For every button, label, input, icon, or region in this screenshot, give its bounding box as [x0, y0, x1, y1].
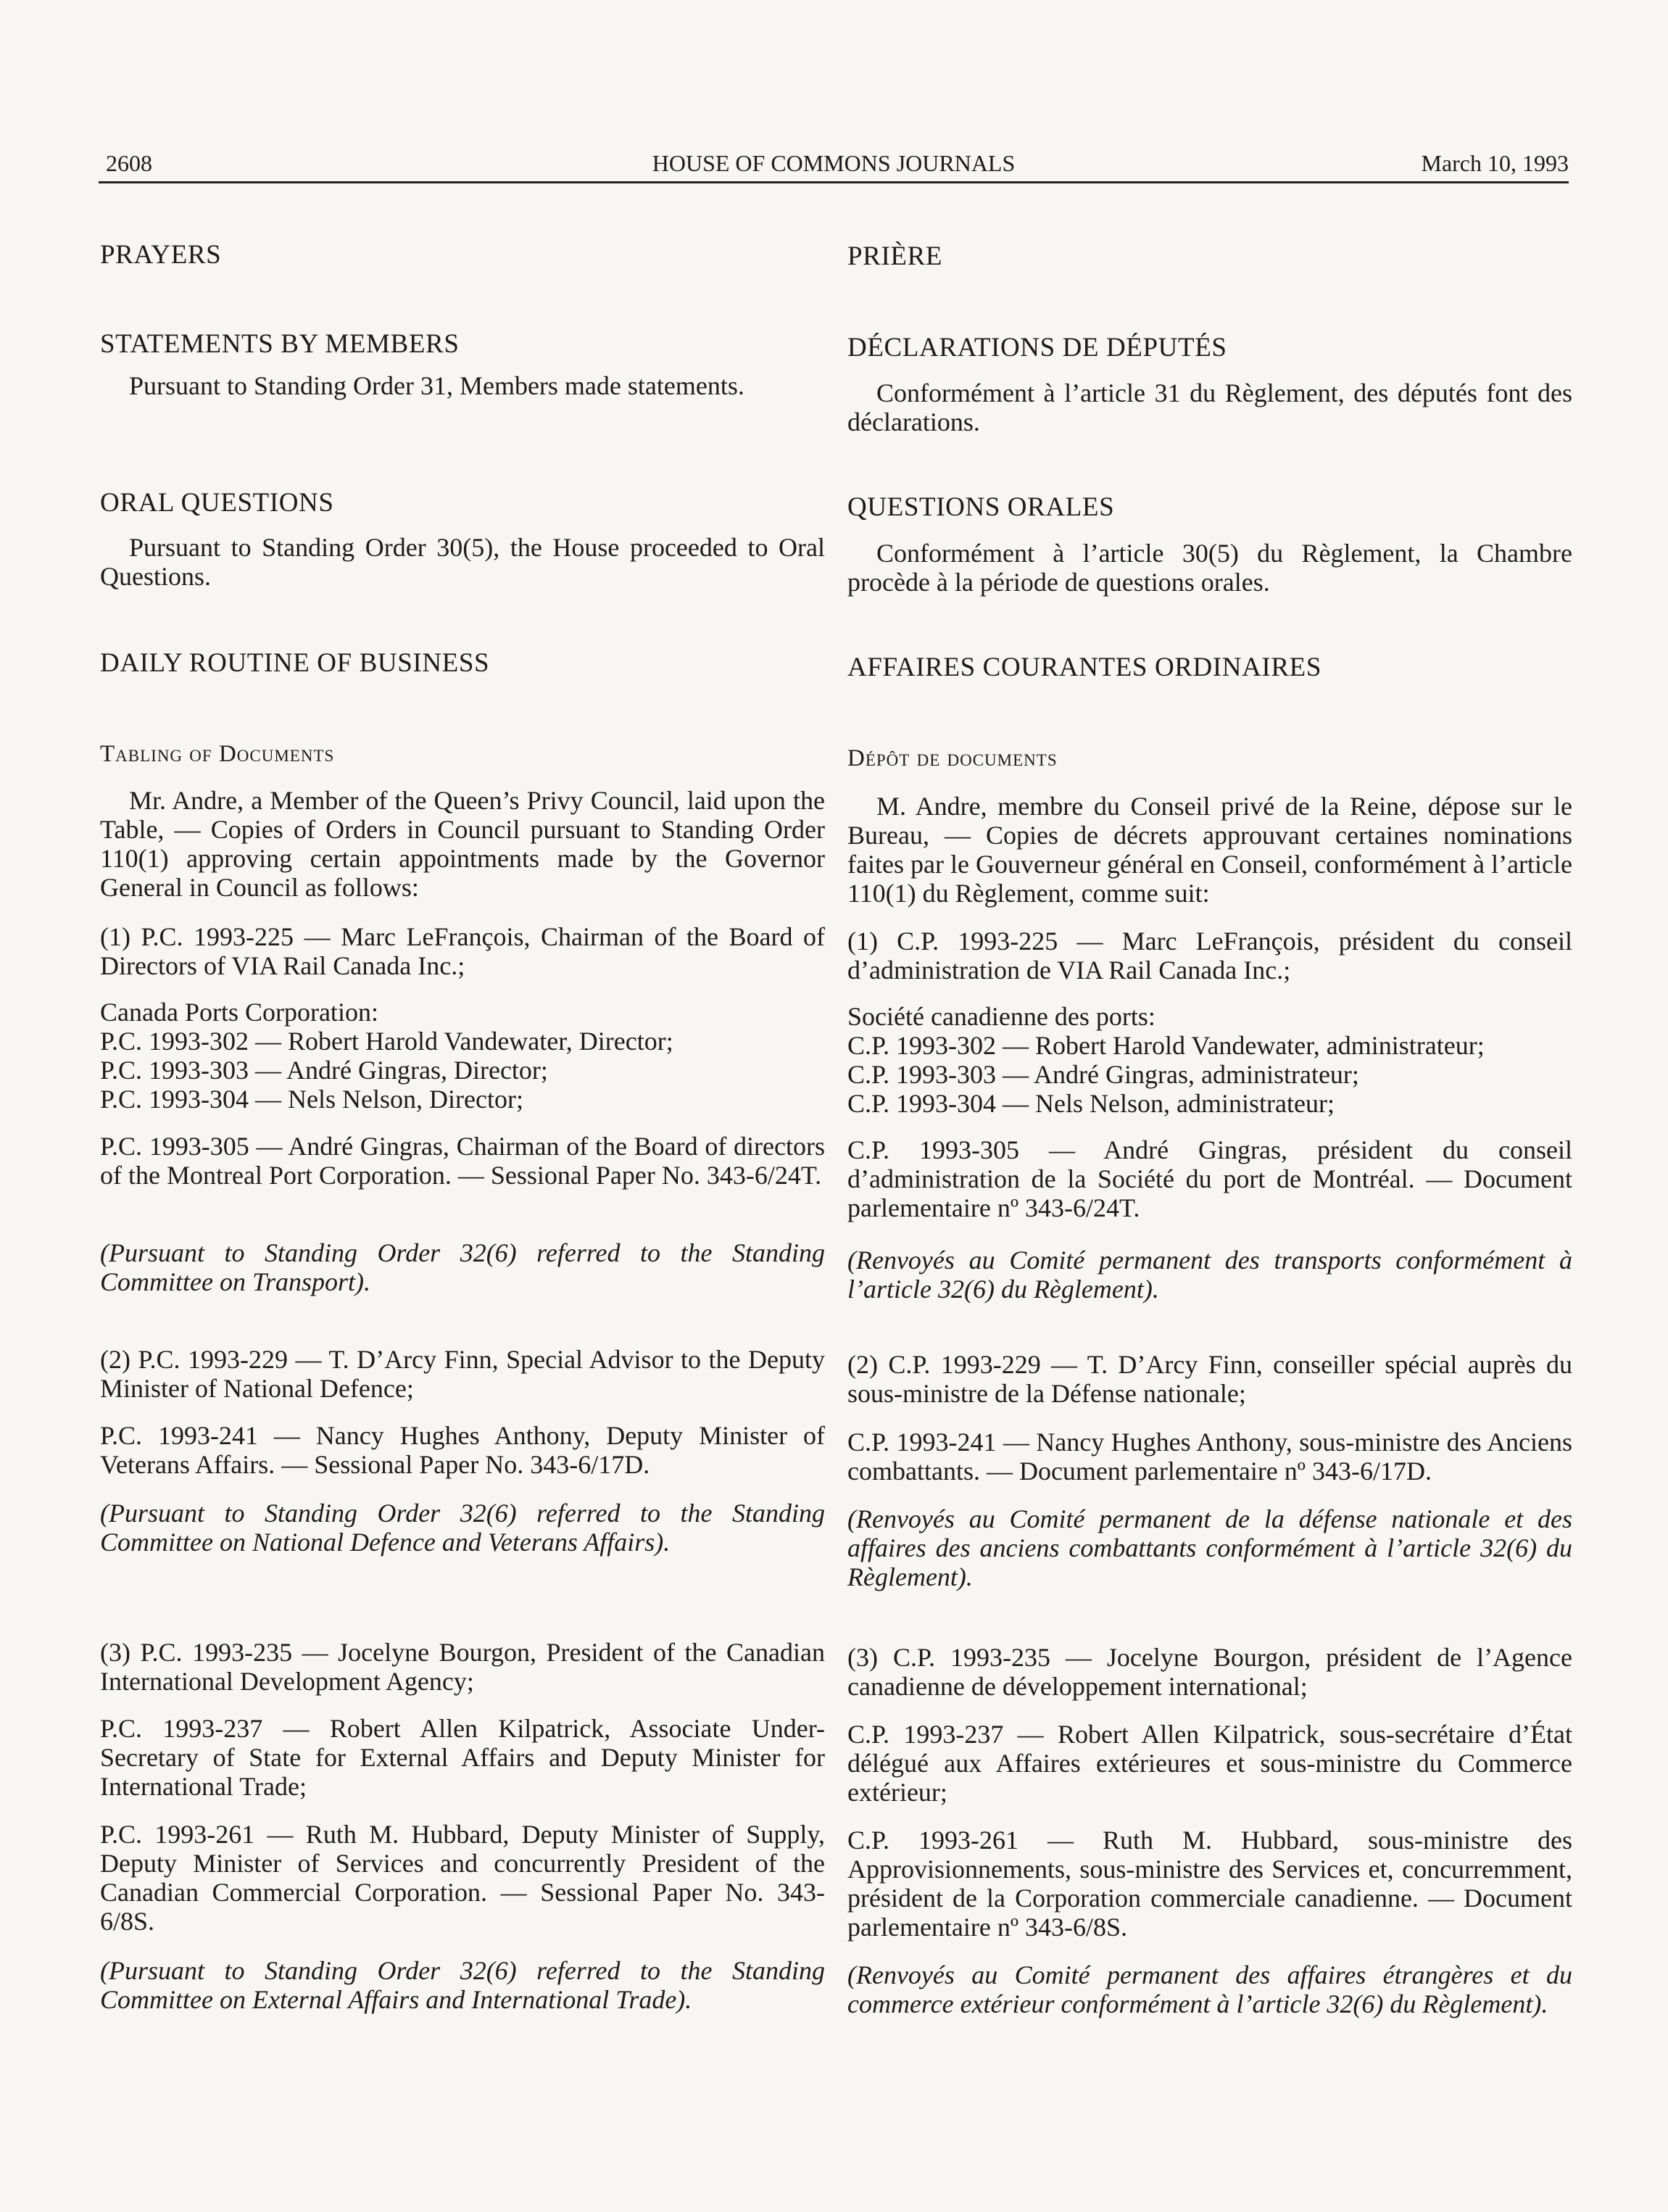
fr-item-2b: C.P. 1993-241 — Nancy Hughes Anthony, sous-ministre des Anciens combattants. — Document parlementaire nº 343-6/17D. — [847, 1428, 1572, 1486]
fr-item-3a: (3) C.P. 1993-235 — Jocelyne Bourgon, président de l’Agence canadienne de développement international; — [847, 1643, 1572, 1701]
fr-prayers-heading: PRIÈRE — [847, 241, 943, 271]
en-ports-line: P.C. 1993-304 — Nels Nelson, Director; — [100, 1085, 523, 1114]
en-item-2a: (2) P.C. 1993-229 — T. D’Arcy Finn, Special Advisor to the Deputy Minister of National Defence; — [100, 1345, 825, 1403]
fr-ports-list — [847, 1002, 1572, 1118]
journal-title: HOUSE OF COMMONS JOURNALS — [652, 150, 1016, 176]
fr-item-3c: C.P. 1993-261 — Ruth M. Hubbard, sous-ministre des Approvisionnements, sous-ministre des Services et, concurremment, président de la Corporation commerciale canadienne. — Document parlementaire nº 343-6/8S. — [847, 1826, 1572, 1942]
en-statements-text: Pursuant to Standing Order 31, Members made statements. — [129, 371, 744, 400]
fr-item-1-montreal: C.P. 1993-305 — André Gingras, président du conseil d’administration de la Société du port de Montréal. — Document parlementaire nº 343-6/24T. — [847, 1135, 1572, 1222]
en-item-1-montreal: P.C. 1993-305 — André Gingras, Chairman of the Board of directors of the Montreal Port Corporation. — Sessional Paper No. 343-6/24T. — [100, 1132, 825, 1190]
fr-referral-2: (Renvoyés au Comité permanent de la défense nationale et des affaires des anciens combattants conformément à l’article 32(6) du Règlement). — [847, 1504, 1572, 1591]
fr-routine-heading: AFFAIRES COURANTES ORDINAIRES — [847, 653, 1322, 682]
page-number: 2608 — [106, 150, 152, 176]
journal-date: March 10, 1993 — [1421, 150, 1569, 176]
en-referral-2: (Pursuant to Standing Order 32(6) referred to the Standing Committee on National Defence and Veterans Affairs). — [100, 1499, 825, 1557]
fr-statements-text: Conformément à l’article 31 du Règlement, des députés font des déclarations. — [847, 378, 1572, 436]
en-tabling-intro: Mr. Andre, a Member of the Queen’s Privy Council, laid upon the Table, — Copies of Orders in Council pursuant to Standing Order 110(1) approving certain appointments made by the Governor General in Council as follows: — [100, 786, 825, 902]
fr-referral-1: (Renvoyés au Comité permanent des transports conformément à l’article 32(6) du Règlement). — [847, 1246, 1572, 1304]
en-statements-heading: STATEMENTS BY MEMBERS — [100, 329, 460, 359]
fr-statements-heading: DÉCLARATIONS DE DÉPUTÉS — [847, 333, 1227, 363]
en-item-2b: P.C. 1993-241 — Nancy Hughes Anthony, Deputy Minister of Veterans Affairs. — Sessional Paper No. 343-6/17D. — [100, 1421, 825, 1479]
page-header — [99, 145, 1569, 183]
en-item-1: (1) P.C. 1993-225 — Marc LeFrançois, Chairman of the Board of Directors of VIA Rail Canada Inc.; — [100, 922, 825, 980]
fr-item-1: (1) C.P. 1993-225 — Marc LeFrançois, président du conseil d’administration de VIA Rail Canada Inc.; — [847, 927, 1572, 985]
fr-item-2a: (2) C.P. 1993-229 — T. D’Arcy Finn, conseiller spécial auprès du sous-ministre de la Défense nationale; — [847, 1350, 1572, 1408]
fr-referral-3: (Renvoyés au Comité permanent des affaires étrangères et du commerce extérieur conformément à l’article 32(6) du Règlement). — [847, 1960, 1572, 2018]
en-ports-line: P.C. 1993-303 — André Gingras, Director; — [100, 1056, 548, 1085]
fr-ports-line: C.P. 1993-303 — André Gingras, administrateur; — [847, 1060, 1359, 1089]
en-ports-line: P.C. 1993-302 — Robert Harold Vandewater, Director; — [100, 1027, 673, 1056]
fr-oral-heading: QUESTIONS ORALES — [847, 492, 1115, 522]
fr-item-3b: C.P. 1993-237 — Robert Allen Kilpatrick, sous-secrétaire d’État délégué aux Affaires extérieures et sous-ministre du Commerce extérieur; — [847, 1720, 1572, 1807]
en-referral-3: (Pursuant to Standing Order 32(6) referred to the Standing Committee on External Affairs and International Trade). — [100, 1956, 825, 2014]
fr-ports-line: C.P. 1993-304 — Nels Nelson, administrateur; — [847, 1089, 1335, 1118]
en-ports-line: Canada Ports Corporation: — [100, 998, 378, 1027]
en-item-3a: (3) P.C. 1993-235 — Jocelyne Bourgon, President of the Canadian International Development Agency; — [100, 1638, 825, 1696]
en-item-3b: P.C. 1993-237 — Robert Allen Kilpatrick, Associate Under-Secretary of State for External Affairs and Deputy Minister for International Trade; — [100, 1714, 825, 1801]
en-referral-1: (Pursuant to Standing Order 32(6) referred to the Standing Committee on Transport). — [100, 1238, 825, 1296]
en-routine-heading: DAILY ROUTINE OF BUSINESS — [100, 648, 490, 678]
fr-oral-text: Conformément à l’article 30(5) du Règlement, la Chambre procède à la période de questions orales. — [847, 539, 1572, 597]
fr-tabling-heading: Dépôt de documents — [847, 745, 1058, 771]
en-prayers-heading: PRAYERS — [100, 240, 222, 270]
fr-ports-line: Société canadienne des ports: — [847, 1002, 1155, 1031]
fr-ports-line: C.P. 1993-302 — Robert Harold Vandewater, administrateur; — [847, 1031, 1485, 1060]
fr-tabling-intro: M. Andre, membre du Conseil privé de la Reine, dépose sur le Bureau, — Copies de décrets approuvant certaines nominations faites par le Gouverneur général en Conseil, conformément à l’article 110(1) du Règlement, comme suit: — [847, 792, 1572, 908]
en-oral-heading: ORAL QUESTIONS — [100, 488, 334, 518]
en-item-3c: P.C. 1993-261 — Ruth M. Hubbard, Deputy Minister of Supply, Deputy Minister of Services and concurrently President of the Canadian Commercial Corporation. — Sessional Paper No. 343-6/8S. — [100, 1820, 825, 1936]
en-ports-list — [100, 998, 825, 1114]
en-tabling-heading: Tabling of Documents — [100, 741, 335, 767]
en-oral-text: Pursuant to Standing Order 30(5), the House proceeded to Oral Questions. — [100, 533, 825, 591]
